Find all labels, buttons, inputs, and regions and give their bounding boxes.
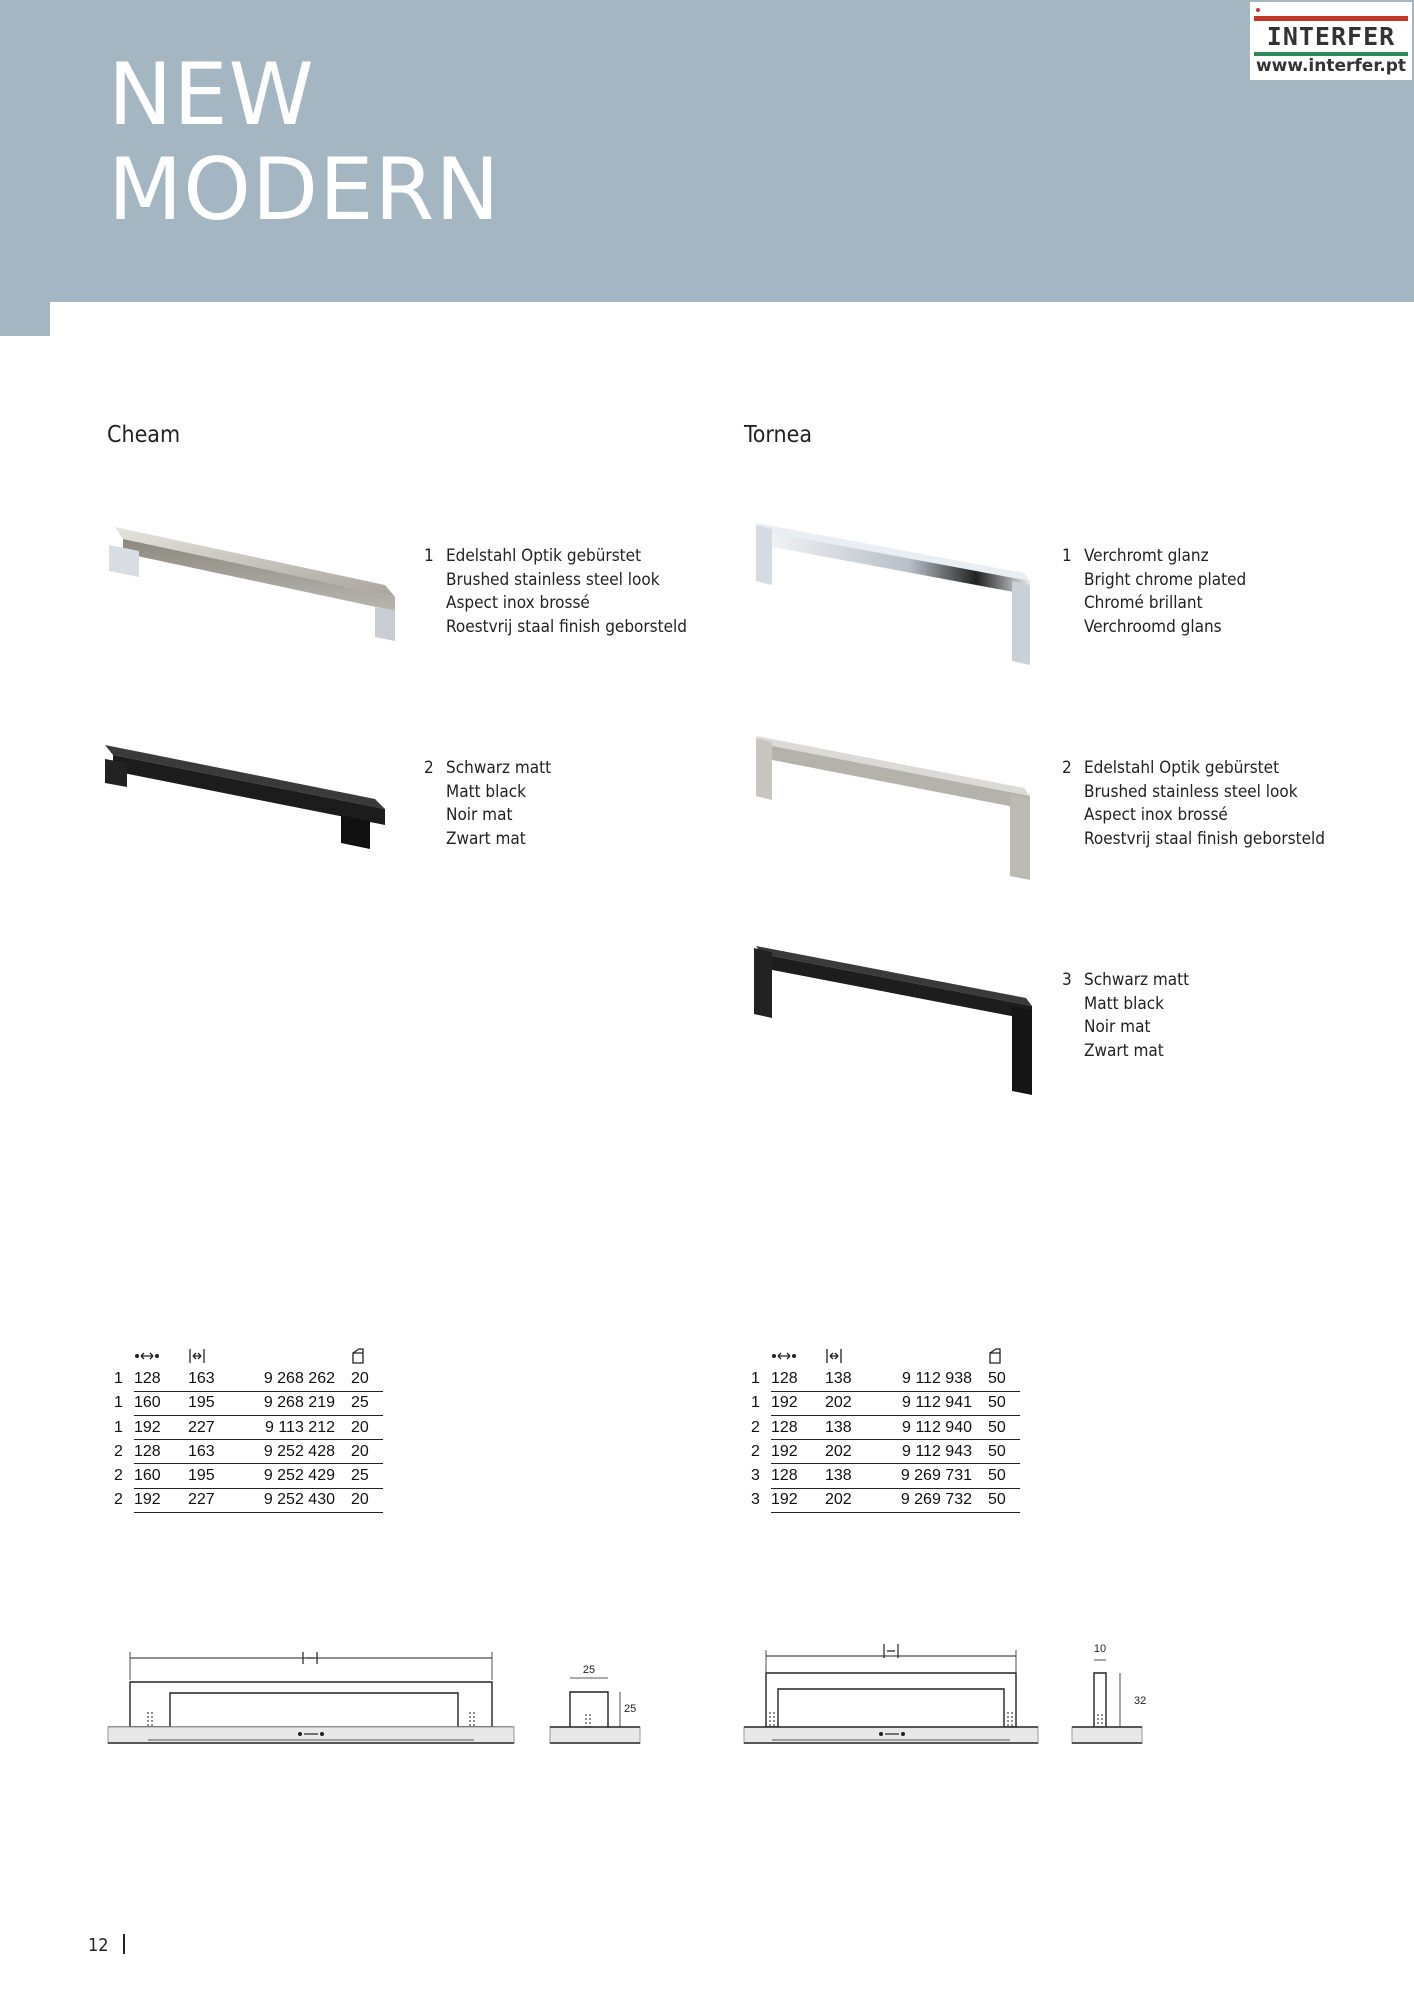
table-row [114, 1367, 383, 1391]
cell-hole-spacing: 160 [134, 1391, 188, 1415]
page-title [108, 45, 501, 240]
cell-qty: 50 [988, 1367, 1020, 1391]
tornea-spec-table [751, 1344, 1020, 1513]
table-row [114, 1488, 383, 1512]
cell-article: 9 268 262 [250, 1367, 335, 1391]
cell-variant: 2 [751, 1442, 760, 1460]
cell-variant: 2 [114, 1442, 123, 1460]
banner-tab [0, 302, 50, 336]
cell-hole-spacing: 192 [134, 1415, 188, 1439]
package-icon [988, 1347, 1002, 1365]
variant-number: 2 [1062, 758, 1072, 778]
length-icon [825, 1347, 843, 1365]
cell-article: 9 269 731 [887, 1464, 972, 1488]
cell-article: 9 252 428 [250, 1440, 335, 1464]
variant-line-fr: Noir mat [1084, 1017, 1151, 1037]
cell-hole-spacing: 128 [771, 1464, 825, 1488]
table-row [114, 1440, 383, 1464]
page-number-value: 12 [88, 1935, 109, 1956]
hole-spacing-icon [771, 1350, 797, 1362]
cell-length: 227 [188, 1415, 250, 1439]
cell-variant: 2 [114, 1467, 123, 1485]
cell-qty: 20 [351, 1488, 383, 1512]
variant-line-fr: Aspect inox brossé [1084, 805, 1228, 825]
cell-length: 202 [825, 1391, 887, 1415]
cell-hole-spacing: 128 [134, 1440, 188, 1464]
cell-length: 195 [188, 1391, 250, 1415]
cell-article: 9 252 430 [250, 1488, 335, 1512]
cell-article: 9 112 943 [887, 1440, 972, 1464]
cell-variant: 2 [114, 1491, 123, 1509]
variant-number: 3 [1062, 970, 1072, 990]
interfer-logo[interactable] [1250, 2, 1412, 80]
variant-line-en: Brushed stainless steel look [1084, 781, 1298, 802]
cell-qty: 20 [351, 1367, 383, 1391]
table-header-row [114, 1344, 383, 1367]
cell-hole-spacing: 128 [134, 1367, 188, 1391]
table-row [751, 1464, 1020, 1488]
cheam-brushed-steel-photo [95, 515, 405, 665]
table-row [751, 1440, 1020, 1464]
cell-article: 9 113 212 [250, 1415, 335, 1439]
cell-qty: 25 [351, 1391, 383, 1415]
variant-line-de: Edelstahl Optik gebürstet [1084, 758, 1280, 778]
variant-line-de: Schwarz matt [1084, 970, 1190, 990]
page-number [88, 1934, 125, 1956]
logo-brand: INTERFER [1266, 22, 1396, 51]
package-icon [351, 1347, 365, 1365]
cell-qty: 20 [351, 1415, 383, 1439]
cell-length: 138 [825, 1464, 887, 1488]
cell-variant: 2 [751, 1418, 760, 1436]
cell-article: 9 269 732 [887, 1488, 972, 1512]
cell-length: 202 [825, 1440, 887, 1464]
cell-variant: 1 [114, 1370, 123, 1388]
cell-article: 9 112 940 [887, 1415, 972, 1439]
variant-number: 2 [424, 758, 434, 778]
cell-variant: 3 [751, 1491, 760, 1509]
variant-line-de: Schwarz matt [446, 758, 552, 778]
cheam-spec-table [114, 1344, 383, 1513]
cell-hole-spacing: 128 [771, 1415, 825, 1439]
side-height-label: 32 [1134, 1695, 1147, 1707]
logo-url[interactable]: www.interfer.pt [1255, 56, 1407, 76]
cell-variant: 3 [751, 1467, 760, 1485]
banner-notch [50, 302, 1414, 336]
cell-qty: 25 [351, 1464, 383, 1488]
cell-length: 202 [825, 1488, 887, 1512]
cell-article: 9 268 219 [250, 1391, 335, 1415]
variant-line-nl: Roestvrij staal finish geborsteld [1084, 828, 1326, 849]
cell-variant: 1 [751, 1370, 760, 1388]
cell-length: 138 [825, 1415, 887, 1439]
page-number-separator [123, 1934, 125, 1954]
product-title-tornea: Tornea [744, 422, 813, 448]
cell-hole-spacing: 192 [771, 1440, 825, 1464]
table-row [751, 1488, 1020, 1512]
cell-length: 227 [188, 1488, 250, 1512]
cell-variant: 1 [751, 1394, 760, 1412]
cell-qty: 50 [988, 1488, 1020, 1512]
side-width-label: 10 [1093, 1643, 1107, 1655]
hole-spacing-icon [134, 1350, 160, 1362]
cell-hole-spacing: 128 [771, 1367, 825, 1391]
cell-hole-spacing: 192 [134, 1488, 188, 1512]
cell-hole-spacing: 160 [134, 1464, 188, 1488]
variant-line-nl: Zwart mat [1084, 1040, 1164, 1061]
table-row [751, 1391, 1020, 1415]
cell-qty: 50 [988, 1440, 1020, 1464]
tornea-technical-drawing [742, 1630, 1162, 1750]
tornea-chrome-photo [748, 515, 1038, 675]
variant-line-fr: Aspect inox brossé [446, 593, 590, 613]
cell-length: 195 [188, 1464, 250, 1488]
variant-line-de: Edelstahl Optik gebürstet [446, 546, 642, 566]
table-row [751, 1415, 1020, 1439]
variant-line-nl: Zwart mat [446, 828, 526, 849]
cell-length: 163 [188, 1367, 250, 1391]
cell-hole-spacing: 192 [771, 1391, 825, 1415]
variant-line-en: Bright chrome plated [1084, 569, 1247, 590]
variant-line-en: Brushed stainless steel look [446, 569, 660, 590]
product-title-cheam: Cheam [107, 422, 181, 448]
cheam-technical-drawing [100, 1630, 660, 1750]
title-line-2: MODERN [108, 140, 501, 240]
tornea-brushed-steel-photo [748, 730, 1038, 890]
cell-variant: 1 [114, 1394, 123, 1412]
cell-article: 9 252 429 [250, 1464, 335, 1488]
variant-line-nl: Verchroomd glans [1084, 616, 1222, 637]
variant-line-fr: Chromé brillant [1084, 593, 1203, 613]
logo-red-bar [1254, 16, 1408, 21]
cell-qty: 50 [988, 1415, 1020, 1439]
cell-article: 9 112 941 [887, 1391, 972, 1415]
variant-line-fr: Noir mat [446, 805, 513, 825]
side-width-label: 25 [582, 1664, 596, 1676]
table-row [114, 1464, 383, 1488]
variant-number: 1 [1062, 546, 1072, 566]
tornea-matt-black-photo [742, 940, 1042, 1105]
variant-line-en: Matt black [446, 781, 527, 802]
cell-article: 9 112 938 [887, 1367, 972, 1391]
cell-qty: 50 [988, 1464, 1020, 1488]
logo-dot [1256, 8, 1260, 12]
side-height-label: 25 [624, 1703, 637, 1715]
variant-line-en: Matt black [1084, 993, 1165, 1014]
variant-line-nl: Roestvrij staal finish geborsteld [446, 616, 688, 637]
variant-number: 1 [424, 546, 434, 566]
cell-qty: 50 [988, 1391, 1020, 1415]
cell-length: 163 [188, 1440, 250, 1464]
cell-length: 138 [825, 1367, 887, 1391]
table-row [114, 1415, 383, 1439]
length-icon [188, 1347, 206, 1365]
table-row [751, 1367, 1020, 1391]
cheam-matt-black-photo [95, 735, 405, 875]
cell-qty: 20 [351, 1440, 383, 1464]
table-header-row [751, 1344, 1020, 1367]
cell-variant: 1 [114, 1418, 123, 1436]
cell-hole-spacing: 192 [771, 1488, 825, 1512]
variant-line-de: Verchromt glanz [1084, 546, 1209, 566]
table-row [114, 1391, 383, 1415]
title-line-1: NEW [108, 45, 315, 145]
